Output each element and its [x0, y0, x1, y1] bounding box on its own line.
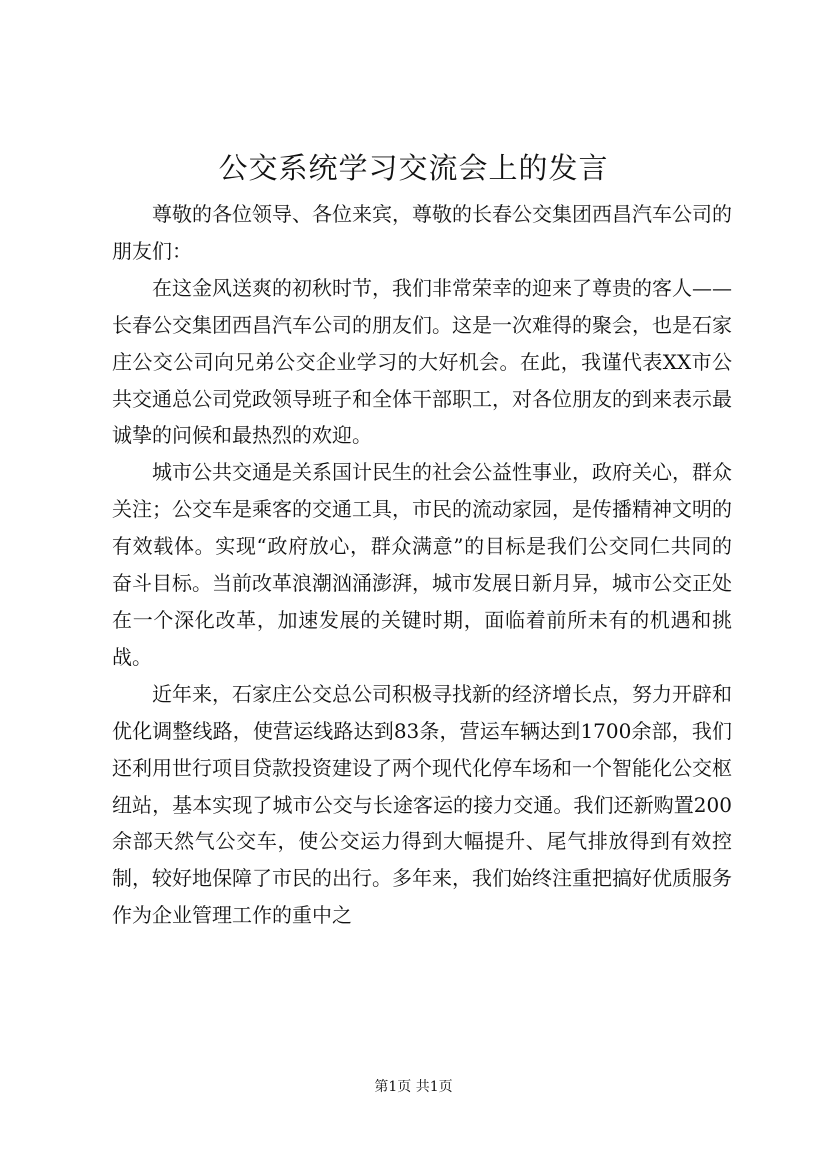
document-body — [112, 196, 732, 934]
paragraph-welcome: 在这金风送爽的初秋时节，我们非常荣幸的迎来了尊贵的客人——长春公交集团西昌汽车公司的朋友们。这是一次难得的聚会，也是石家庄公交公司向兄弟公交企业学习的大好机会。在此，我谨代表XX市公共交通总公司党政领导班子和全体干部职工，对各位朋友的到来表示最诚挚的问候和最热烈的欢迎。 — [112, 275, 732, 448]
paragraph-recent-years: 近年来，石家庄公交总公司积极寻找新的经济增长点，努力开辟和优化调整线路，使营运线路达到83条，营运车辆达到1700余部，我们还利用世行项目贷款投资建设了两个现代化停车场和一个智能化公交枢纽站，基本实现了城市公交与长途客运的接力交通。我们还新购置200余部天然气公交车，使公交运力得到大幅提升、尾气排放得到有效控制，较好地保障了市民的出行。多年来，我们始终注重把搞好优质服务作为企业管理工作的重中之 — [112, 681, 732, 928]
paragraph-salutation: 尊敬的各位领导、各位来宾，尊敬的长春公交集团西昌汽车公司的朋友们： — [112, 202, 732, 263]
page-footer: 第1页 共1页 — [374, 1079, 453, 1095]
paragraph-public-transport: 城市公共交通是关系国计民生的社会公益性事业，政府关心，群众关注；公交车是乘客的交通工具，市民的流动家园，是传播精神文明的有效载体。实现“政府放心，群众满意”的目标是我们公交同仁共同的奋斗目标。当前改革浪潮汹涌澎湃，城市发展日新月异，城市公交正处在一个深化改革，加速发展的关键时期，面临着前所未有的机遇和挑战。 — [112, 460, 732, 669]
document-title: 公交系统学习交流会上的发言 — [218, 151, 609, 185]
